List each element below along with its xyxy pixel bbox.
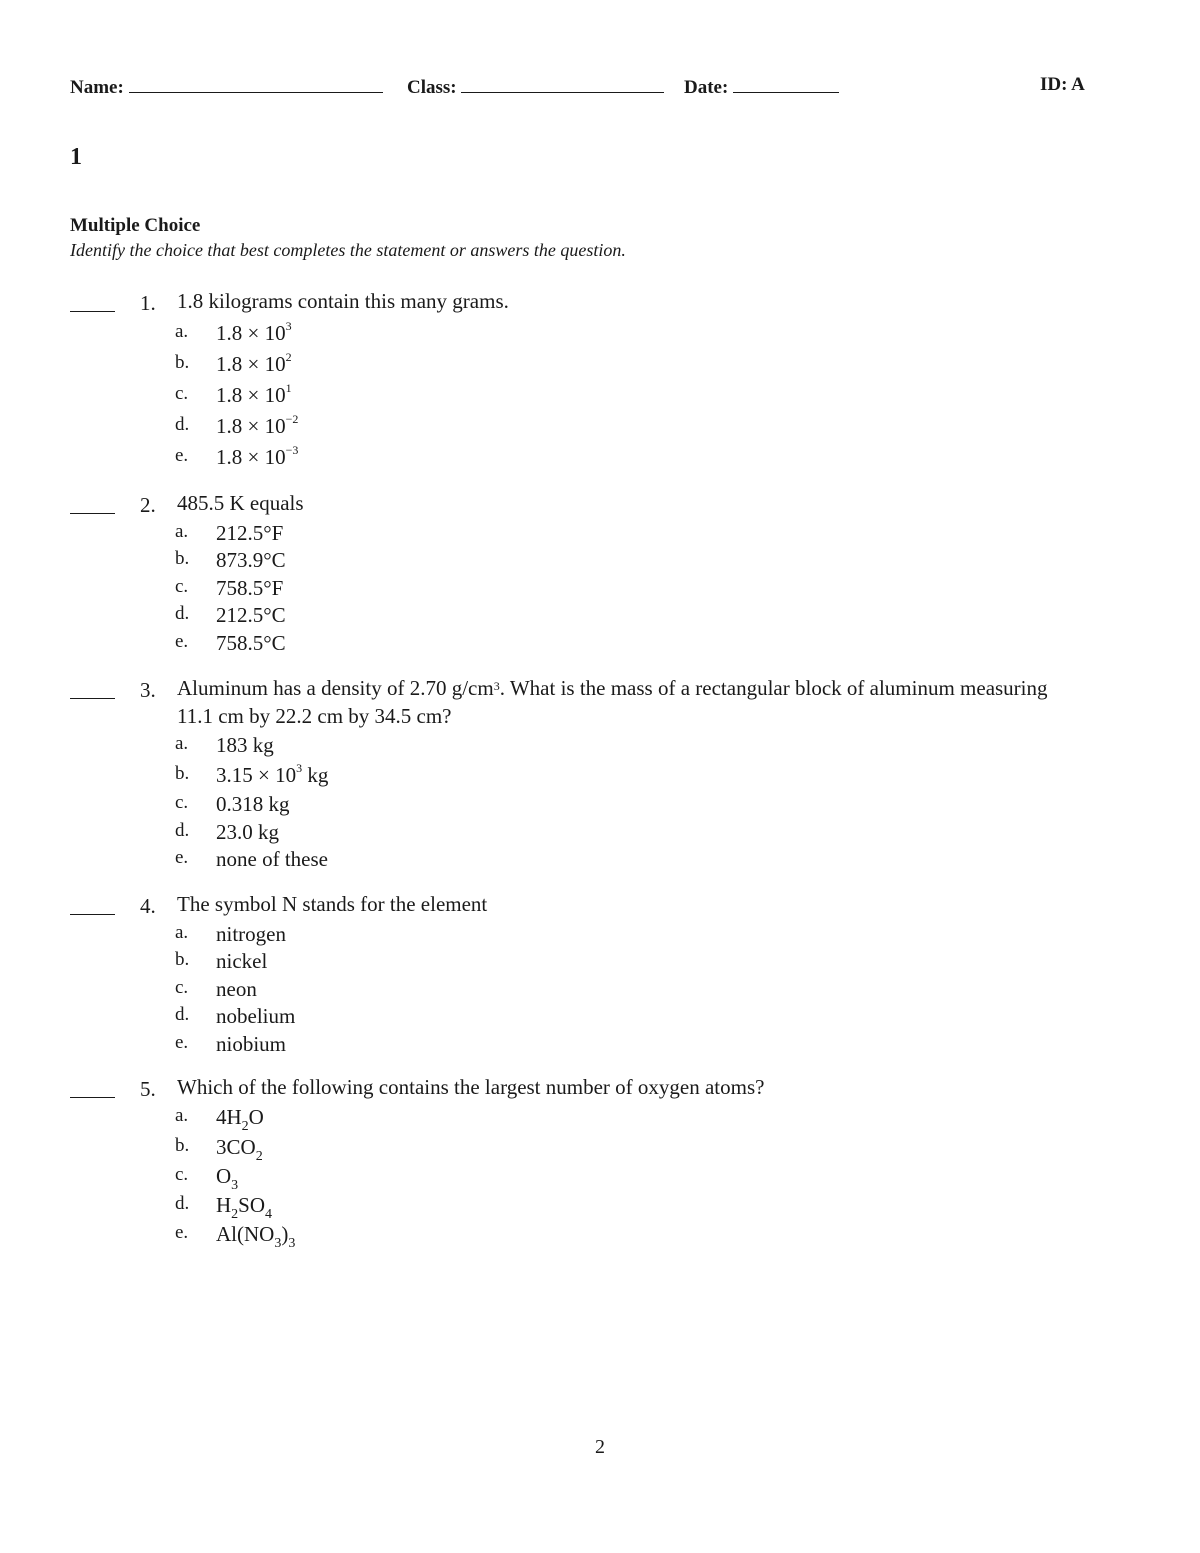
question-text: The symbol N stands for the element (177, 892, 488, 916)
question-text: Aluminum has a density of 2.70 $g/cm^3$. What is the mass of a rectangular block of aluminum measuring 11.1 cm by 22.2 cm by 34.5 cm? (177, 676, 1048, 728)
name-label: Name: (70, 77, 124, 98)
option-letter: c. (175, 576, 189, 597)
option-letter: d. (175, 1193, 190, 1214)
option-letter: e. (175, 1222, 189, 1243)
option-text: niobium (216, 1032, 287, 1056)
option-text: nickel (216, 949, 268, 973)
option-text: neon (216, 977, 257, 1001)
question-text: Which of the following contains the largest number of oxygen atoms? (177, 1075, 765, 1099)
option-text: 212.5°F (216, 521, 284, 545)
option-text: $1.8 \times 10^1$ (216, 381, 292, 407)
header (70, 74, 1092, 100)
question-text: 1.8 kilograms contain this many grams. (177, 289, 509, 313)
page-number: 2 (595, 1436, 605, 1458)
option-text: 758.5°C (216, 631, 286, 655)
option-text: $3CO_2$ (216, 1135, 263, 1164)
option-text: 183 kg (216, 733, 274, 757)
option-letter: e. (175, 847, 189, 868)
question-text: 485.5 K equals (177, 491, 304, 515)
option-text: 212.5°C (216, 603, 286, 627)
option-text: nobelium (216, 1004, 296, 1028)
option-letter: e. (175, 631, 189, 652)
section-title: Multiple Choice (70, 215, 201, 236)
answer-blank[interactable] (70, 311, 115, 312)
option-letter: a. (175, 321, 189, 342)
option-text: $H_2SO_4$ (216, 1193, 273, 1222)
option-letter: d. (175, 1004, 190, 1025)
date-label: Date: (684, 77, 729, 98)
class-label: Class: (407, 77, 457, 98)
option-text: nitrogen (216, 922, 286, 946)
answer-blank[interactable] (70, 698, 115, 699)
option-text: $3.15 \times 10^3$ kg (216, 761, 329, 787)
option-text: 873.9°C (216, 548, 286, 572)
option-text: $O_3$ (216, 1164, 239, 1193)
option-text: $1.8 \times 10^2$ (216, 350, 292, 376)
answer-blank[interactable] (70, 513, 115, 514)
question-number: 1. (140, 291, 156, 315)
instructions: Identify the choice that best completes the statement or answers the question. (70, 240, 626, 260)
option-text: $1.8 \times 10^3$ (216, 319, 292, 345)
option-text: 0.318 kg (216, 792, 290, 816)
option-letter: b. (175, 949, 190, 970)
option-letter: c. (175, 792, 189, 813)
id-label: ID: A (1040, 74, 1085, 95)
option-letter: b. (175, 763, 190, 784)
question-number: 5. (140, 1077, 156, 1101)
option-letter: e. (175, 445, 189, 466)
option-text: 23.0 kg (216, 820, 279, 844)
name-blank[interactable] (129, 74, 383, 93)
option-text: $4H_2O$ (216, 1105, 264, 1134)
question-number: 4. (140, 894, 156, 918)
option-letter: d. (175, 820, 190, 841)
option-letter: d. (175, 603, 190, 624)
option-letter: a. (175, 733, 189, 754)
option-letter: a. (175, 521, 189, 542)
class-field (407, 74, 664, 99)
option-letter: a. (175, 1105, 189, 1126)
option-letter: b. (175, 548, 190, 569)
option-letter: e. (175, 1032, 189, 1053)
option-text: none of these (216, 847, 328, 871)
question-number: 3. (140, 678, 156, 702)
option-letter: c. (175, 383, 189, 404)
option-letter: c. (175, 1164, 189, 1185)
option-letter: b. (175, 352, 190, 373)
option-text: 758.5°F (216, 576, 284, 600)
option-text: $1.8 \times 10^{-3}$ (216, 443, 299, 469)
date-field (684, 74, 839, 99)
class-blank[interactable] (461, 74, 664, 93)
section-number: 1 (70, 144, 82, 170)
option-text: $1.8 \times 10^{-2}$ (216, 412, 299, 438)
option-text: $Al(NO_3)_3$ (216, 1222, 296, 1251)
date-blank[interactable] (733, 74, 839, 93)
option-letter: c. (175, 977, 189, 998)
name-field (70, 74, 383, 99)
answer-blank[interactable] (70, 1097, 115, 1098)
option-letter: d. (175, 414, 190, 435)
answer-blank[interactable] (70, 914, 115, 915)
question-number: 2. (140, 493, 156, 517)
option-letter: a. (175, 922, 189, 943)
option-letter: b. (175, 1135, 190, 1156)
